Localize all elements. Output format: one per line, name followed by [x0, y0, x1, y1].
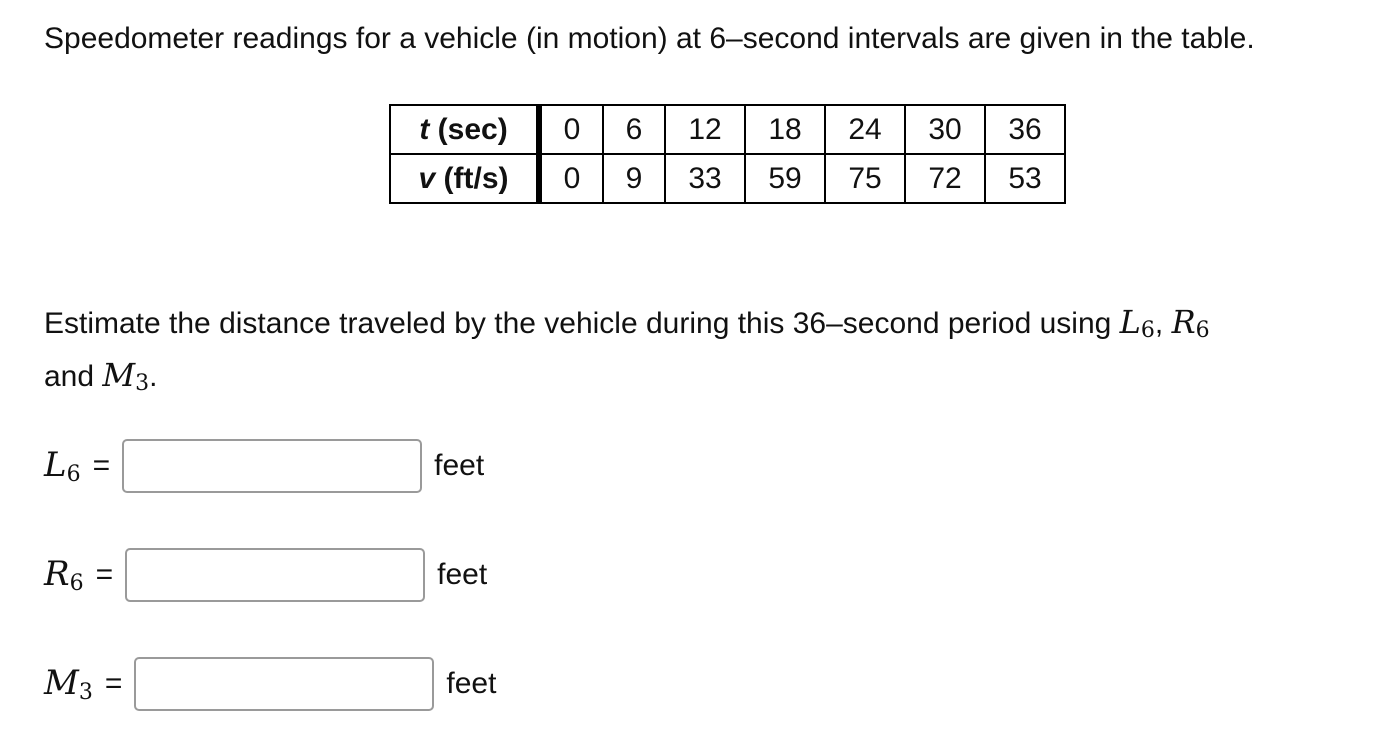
- velocity-variable: v: [418, 161, 436, 195]
- math-r6: [1172, 303, 1210, 341]
- velocity-cell: 9: [603, 154, 665, 203]
- time-row: [390, 105, 1065, 154]
- time-header: [390, 105, 539, 154]
- time-cell: 12: [665, 105, 745, 154]
- speed-table: [389, 104, 1066, 204]
- math-subscript: 3: [135, 371, 150, 396]
- velocity-unit: (ft/s): [435, 161, 509, 195]
- question-prompt: [44, 300, 1384, 406]
- equals-sign: =: [95, 558, 114, 591]
- velocity-cell: 33: [665, 154, 745, 203]
- unit-label: feet: [446, 667, 497, 700]
- math-m3: [102, 356, 149, 394]
- answer-label-l6: [44, 445, 81, 487]
- time-unit: (sec): [429, 112, 508, 146]
- label-letter: M: [44, 663, 79, 703]
- time-cell: 18: [745, 105, 825, 154]
- label-letter: L: [44, 445, 67, 485]
- equals-sign: =: [92, 449, 111, 482]
- unit-label: feet: [434, 449, 485, 482]
- math-subscript: 6: [1140, 318, 1155, 343]
- time-variable: t: [419, 112, 430, 146]
- math-letter: M: [102, 356, 136, 394]
- l6-input[interactable]: [122, 439, 422, 493]
- answer-row-r6: [44, 545, 487, 605]
- velocity-cell: 53: [985, 154, 1065, 203]
- time-cell: 30: [905, 105, 985, 154]
- label-letter: R: [44, 554, 70, 594]
- m3-input[interactable]: [134, 657, 434, 711]
- velocity-row: [390, 154, 1065, 203]
- label-subscript: 3: [78, 680, 93, 705]
- prompt-period: .: [149, 360, 158, 393]
- answer-row-m3: [44, 654, 496, 714]
- math-l6: [1120, 303, 1155, 341]
- answer-label-m3: [44, 663, 93, 705]
- prompt-and: and: [44, 360, 103, 393]
- math-letter: L: [1119, 303, 1141, 341]
- velocity-header: [390, 154, 539, 203]
- equals-sign: =: [104, 667, 123, 700]
- prompt-comma: ,: [1154, 307, 1172, 340]
- math-subscript: 6: [1195, 318, 1210, 343]
- time-cell: 6: [603, 105, 665, 154]
- velocity-cell: 59: [745, 154, 825, 203]
- unit-label: feet: [437, 558, 488, 591]
- answer-label-r6: [44, 554, 84, 596]
- math-letter: R: [1171, 303, 1196, 341]
- label-subscript: 6: [69, 571, 84, 596]
- velocity-cell: 72: [905, 154, 985, 203]
- time-cell: 36: [985, 105, 1065, 154]
- r6-input[interactable]: [125, 548, 425, 602]
- answer-row-l6: [44, 436, 484, 496]
- velocity-cell: 0: [539, 154, 603, 203]
- intro-text: Speedometer readings for a vehicle (in motion) at 6–second intervals are given in the table.: [44, 22, 1255, 55]
- prompt-text: Estimate the distance traveled by the vehicle during this 36–second period using: [44, 307, 1120, 340]
- time-cell: 24: [825, 105, 905, 154]
- velocity-cell: 75: [825, 154, 905, 203]
- label-subscript: 6: [66, 462, 81, 487]
- time-cell: 0: [539, 105, 603, 154]
